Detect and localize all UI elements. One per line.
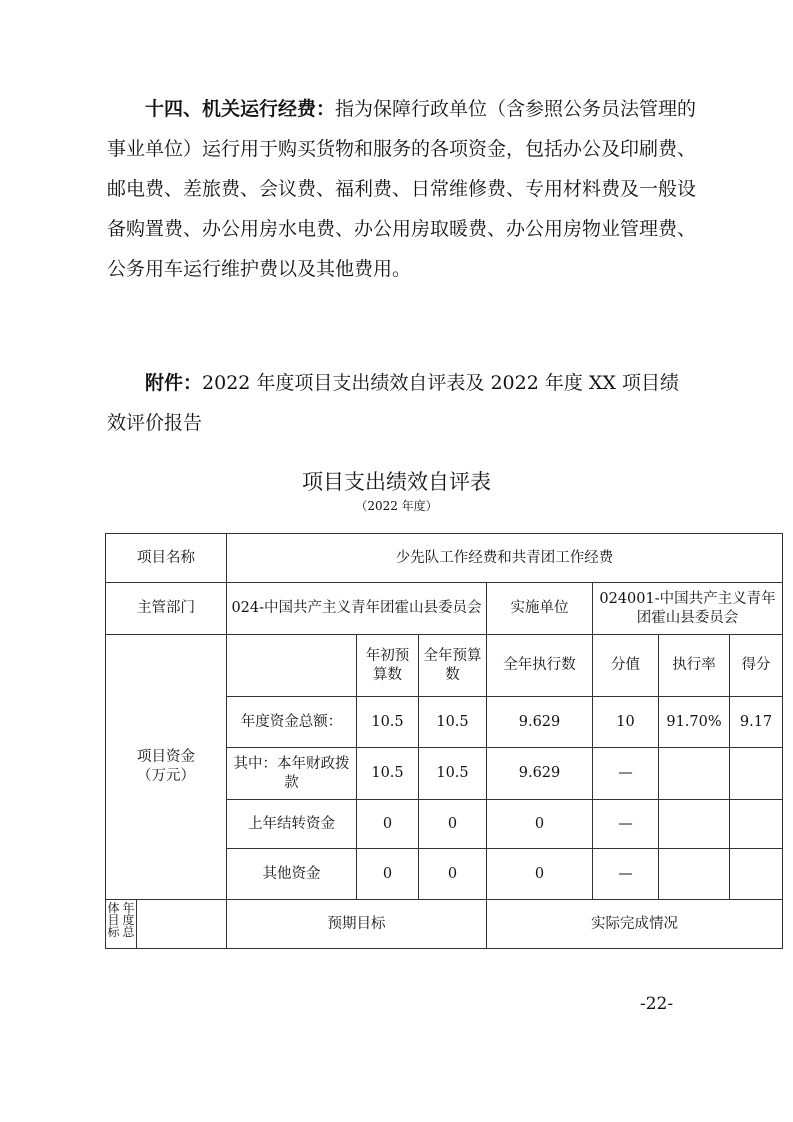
goal-corner-char: 年 [122, 901, 135, 915]
table-cell [730, 849, 783, 900]
goal-corner-char: 标 [107, 925, 120, 939]
table-cell [730, 800, 783, 849]
project-name-value: 少先队工作经费和共青团工作经费 [227, 534, 783, 583]
table-cell: 0 [419, 849, 487, 900]
funds-label: 项目资金 （万元） [106, 635, 227, 900]
section-14-paragraph [107, 89, 697, 289]
table-cell [659, 800, 730, 849]
table-cell: — [593, 748, 659, 800]
table-cell [659, 748, 730, 800]
table-row [106, 635, 783, 697]
goal-corner-char: 度 [122, 913, 135, 927]
table-cell: 10.5 [419, 697, 487, 748]
header-cell: 执行率 [659, 635, 730, 697]
impl-value: 024001-中国共产主义青年团霍山县委员会 [593, 583, 783, 635]
table-subtitle: （2022 年度） [355, 499, 438, 513]
attachment-paragraph [107, 363, 697, 443]
table-cell [659, 849, 730, 900]
header-cell: 年初预算数 [357, 635, 419, 697]
project-name-label: 项目名称 [106, 534, 227, 583]
section-14-body: 指为保障行政单位（含参照公务员法管理的事业单位）运行用于购买货物和服务的各项资金，包括办公及印刷费、邮电费、差旅费、会议费、福利费、日常维修费、专用材料费及一般设备购置费、办公用房水电费、办公用房取暖费、办公用房物业管理费、公务用车运行维护费以及其他费用。 [107, 98, 697, 280]
table-row [106, 534, 783, 583]
table-cell: 9.629 [487, 748, 593, 800]
table-cell: 10.5 [419, 748, 487, 800]
table-row [106, 583, 783, 635]
row-label: 上年结转资金 [227, 800, 357, 849]
goal-actual: 实际完成情况 [487, 900, 783, 949]
table-cell: 0 [419, 800, 487, 849]
table-cell: 9.629 [487, 697, 593, 748]
row-label: 年度资金总额： [227, 697, 357, 748]
header-cell: 全年执行数 [487, 635, 593, 697]
table-row [106, 900, 783, 949]
section-14-heading: 十四、机关运行经费： [145, 98, 336, 120]
table-cell: 10.5 [357, 748, 419, 800]
header-cell: 得分 [730, 635, 783, 697]
row-label: 其中：本年财政拨款 [227, 748, 357, 800]
table-cell: 10.5 [357, 697, 419, 748]
table-cell: 10 [593, 697, 659, 748]
attachment-heading: 附件： [145, 372, 203, 394]
table-cell: — [593, 800, 659, 849]
impl-label: 实施单位 [487, 583, 593, 635]
header-cell: 全年预算数 [419, 635, 487, 697]
dept-value: 024-中国共产主义青年团霍山县委员会 [227, 583, 487, 635]
table-cell: 91.70% [659, 697, 730, 748]
table-title: 项目支出绩效自评表 [302, 470, 491, 494]
table-cell: — [593, 849, 659, 900]
row-label: 其他资金 [227, 849, 357, 900]
goal-corner [106, 900, 227, 949]
dept-label: 主管部门 [106, 583, 227, 635]
header-blank [227, 635, 357, 697]
performance-table [105, 533, 783, 949]
table-cell: 0 [357, 800, 419, 849]
goal-corner-spacer [137, 900, 226, 948]
goal-expected: 预期目标 [227, 900, 487, 949]
goal-corner-box [106, 900, 137, 948]
table-cell: 0 [487, 800, 593, 849]
goal-corner-char: 目 [107, 913, 120, 927]
goal-corner-char: 总 [122, 925, 135, 939]
table-cell [730, 748, 783, 800]
table-cell: 9.17 [730, 697, 783, 748]
attachment-body: 2022 年度项目支出绩效自评表及 2022 年度 XX 项目绩效评价报告 [107, 372, 679, 434]
table-cell: 0 [487, 849, 593, 900]
goal-corner-char: 体 [107, 901, 120, 915]
page-number: -22- [640, 994, 674, 1014]
table-cell: 0 [357, 849, 419, 900]
header-cell: 分值 [593, 635, 659, 697]
